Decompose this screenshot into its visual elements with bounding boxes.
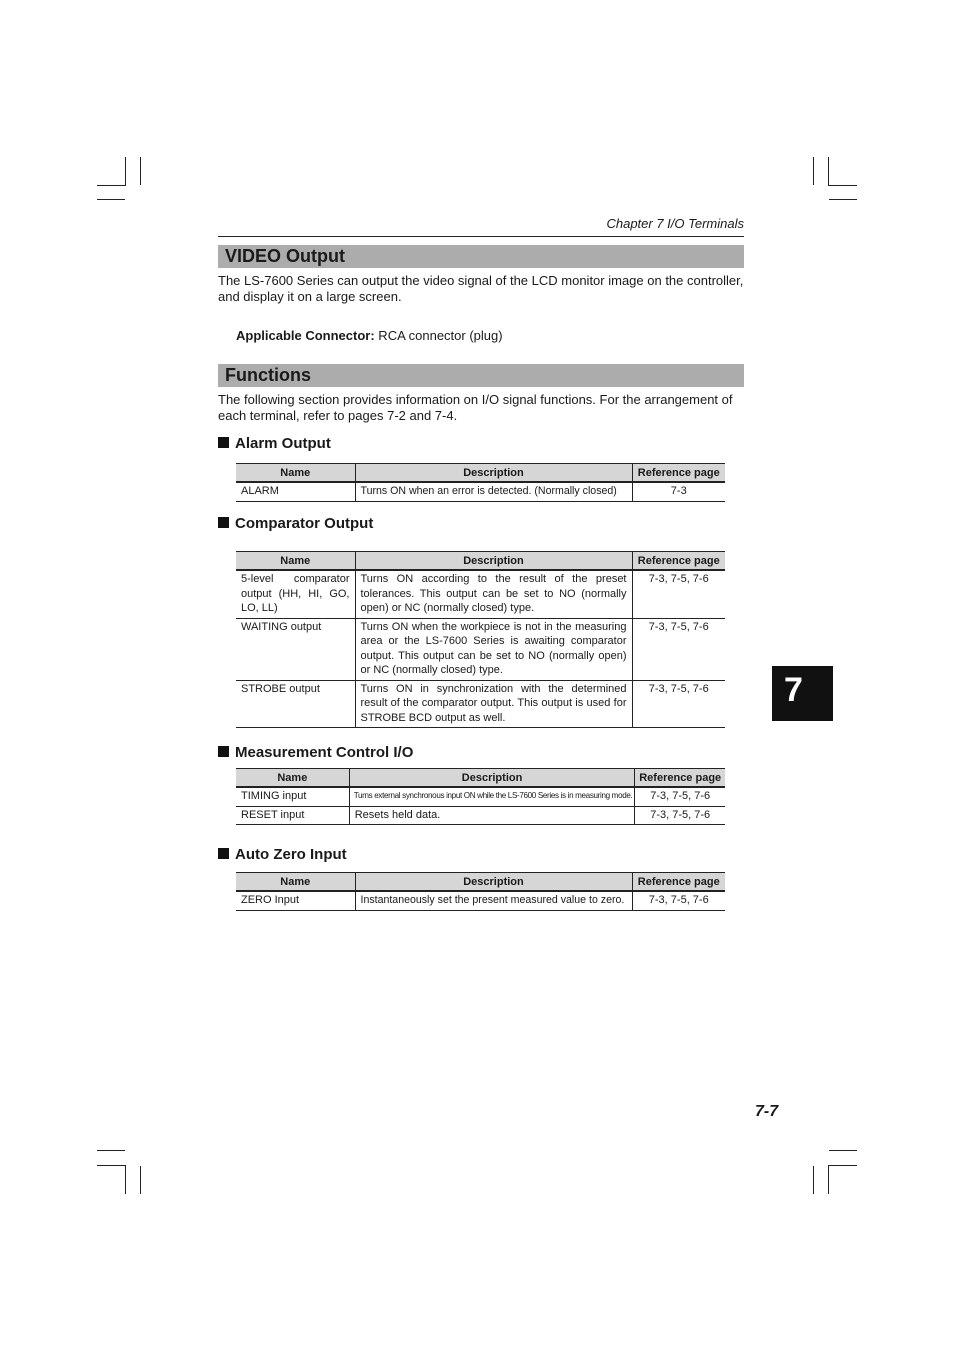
square-bullet-icon [218, 517, 229, 528]
column-header-description: Description [355, 873, 632, 892]
square-bullet-icon [218, 848, 229, 859]
subheading-comparator-output [218, 515, 373, 532]
measurement-control-table [236, 768, 725, 825]
column-header-reference: Reference page [632, 552, 725, 571]
table-header-row [236, 769, 725, 788]
cell-name: TIMING input [236, 787, 349, 806]
table-row [236, 618, 725, 680]
section-title-functions: Functions [225, 365, 311, 385]
video-output-paragraph: The LS-7600 Series can output the video signal of the LCD monitor image on the controller, and display it on a large screen. [218, 273, 744, 304]
cell-description: Turns external synchronous input ON while the LS-7600 Series is in measuring mode. [349, 787, 635, 806]
section-bar-functions [218, 364, 744, 387]
column-header-reference: Reference page [632, 873, 725, 892]
cell-reference: 7-3 [632, 482, 725, 501]
table-row [236, 891, 725, 910]
cell-reference: 7-3, 7-5, 7-6 [635, 787, 725, 806]
cell-name: ALARM [236, 482, 355, 501]
table-row [236, 570, 725, 618]
chapter-header: Chapter 7 I/O Terminals [606, 216, 744, 231]
subheading-auto-zero [218, 846, 347, 863]
cell-description: Turns ON when the workpiece is not in the measuring area or the LS-7600 Series is awaiting comparator output. This output can be set to NO (normally open) or NC (normally closed) type. [355, 618, 632, 680]
comparator-output-table [236, 551, 725, 728]
cell-name: RESET input [236, 806, 349, 825]
square-bullet-icon [218, 746, 229, 757]
table-header-row [236, 873, 725, 892]
subheading-alarm-output [218, 435, 331, 452]
square-bullet-icon [218, 437, 229, 448]
column-header-description: Description [355, 464, 632, 483]
functions-paragraph: The following section provides information on I/O signal functions. For the arrangement of each terminal, refer to pages 7-2 and 7-4. [218, 392, 733, 423]
applicable-connector [236, 328, 503, 343]
cell-name: STROBE output [236, 680, 355, 728]
column-header-description: Description [355, 552, 632, 571]
cell-reference: 7-3, 7-5, 7-6 [632, 891, 725, 910]
column-header-description: Description [349, 769, 635, 788]
cell-description: Resets held data. [349, 806, 635, 825]
table-row [236, 680, 725, 728]
subheading-measurement-control [218, 744, 413, 761]
cell-description: Instantaneously set the present measured value to zero. [355, 891, 632, 910]
table-row [236, 806, 725, 825]
cell-description: Turns ON according to the result of the preset tolerances. This output can be set to NO (normally open) or NC (normally closed) type. [355, 570, 632, 618]
chapter-tab-number: 7 [784, 671, 803, 709]
subheading-text: Measurement Control I/O [235, 744, 414, 761]
cell-description: Turns ON when an error is detected. (Normally closed) [355, 482, 632, 501]
table-row [236, 482, 725, 501]
connector-value: RCA connector (plug) [374, 328, 503, 343]
cell-name: ZERO Input [236, 891, 355, 910]
cell-name: 5-level comparator output (HH, HI, GO, LO, LL) [236, 570, 355, 618]
page-number: 7-7 [755, 1103, 779, 1120]
cell-reference: 7-3, 7-5, 7-6 [632, 618, 725, 680]
column-header-name: Name [236, 552, 355, 571]
section-bar-video-output [218, 245, 744, 268]
section-title-video-output: VIDEO Output [225, 246, 345, 266]
alarm-output-table [236, 463, 725, 502]
column-header-name: Name [236, 464, 355, 483]
cell-name: WAITING output [236, 618, 355, 680]
cell-reference: 7-3, 7-5, 7-6 [635, 806, 725, 825]
cell-reference: 7-3, 7-5, 7-6 [632, 570, 725, 618]
column-header-reference: Reference page [632, 464, 725, 483]
subheading-text: Comparator Output [235, 515, 374, 532]
table-header-row [236, 552, 725, 571]
subheading-text: Auto Zero Input [235, 846, 347, 863]
chapter-tab [772, 666, 833, 721]
table-header-row [236, 464, 725, 483]
cell-description: Turns ON in synchronization with the determined result of the comparator output. This output is used for STROBE BCD output as well. [355, 680, 632, 728]
column-header-name: Name [236, 873, 355, 892]
column-header-reference: Reference page [635, 769, 725, 788]
subheading-text: Alarm Output [235, 435, 331, 452]
auto-zero-table [236, 872, 725, 911]
cell-reference: 7-3, 7-5, 7-6 [632, 680, 725, 728]
column-header-name: Name [236, 769, 349, 788]
table-row [236, 787, 725, 806]
connector-label: Applicable Connector: [236, 328, 375, 343]
header-rule [218, 236, 744, 237]
